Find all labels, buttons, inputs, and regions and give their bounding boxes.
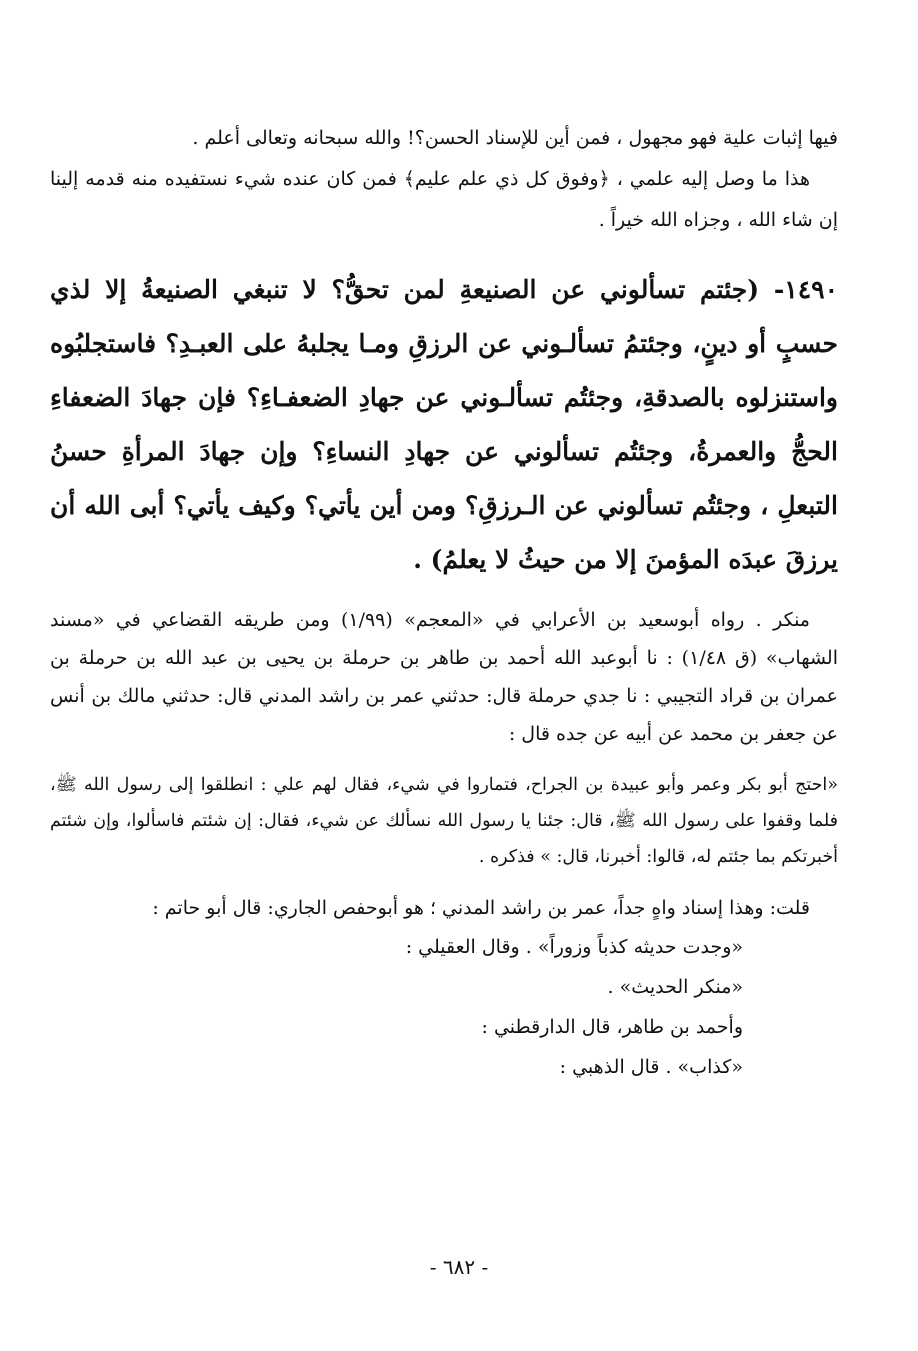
citation-list xyxy=(50,927,743,1087)
hadith-body: (جئتم تسألوني عن الصنيعةِ لمن تحقُّ؟ لا تنبغي الصنيعةُ إلا لذي حسبٍ أو دينٍ، وجئتمُ تسألـوني عن الرزقِ ومـا يجلبهُ على العبـدِ؟ فاستجلبُوه واستنزلوه بالصدقةِ، وجئتُم تسألـوني عن جهادِ الضعفـاءِ؟ فإن جهادَ الضعفاءِ الحجُّ والعمرةُ، وجئتُم تسألوني عن جهادِ النساءِ؟ وإن جهادَ المرأةِ حسنُ التبعلِ ، وجئتُم تسألوني عن الـرزقِ؟ ومن أين يأتي؟ وكيف يأتي؟ أبى الله أن يرزقَ عبدَه المؤمنَ إلا من حيثُ لا يعلمُ) . xyxy=(50,275,839,574)
intro-paragraph xyxy=(50,118,838,241)
page-number: - ٦٨٢ - xyxy=(429,1255,489,1279)
document-page xyxy=(50,118,838,1308)
citation-line-2: «منكر الحديث» . xyxy=(607,976,743,998)
hadith-text xyxy=(50,263,838,587)
hadith-number: ١٤٩٠- xyxy=(759,275,838,304)
citation-line-3: وأحمد بن طاهر، قال الدارقطني : xyxy=(481,1016,743,1038)
author-comment: قلت: وهذا إسناد واهٍ جداً، عمر بن راشد المدني ؛ هو أبوحفص الجاري: قال أبو حاتم : xyxy=(152,897,810,919)
intro-line-1: فيها إثبات علية فهو مجهول ، فمن أين للإسناد الحسن؟! والله سبحانه وتعالى أعلم . xyxy=(192,127,838,149)
narration-paragraph: منكر . رواه أبوسعيد بن الأعرابي في «المعجم» (١/٩٩) ومن طريقه القضاعي في «مسند الشهاب» (ق ١/٤٨) : نا أبوعبد الله أحمد بن طاهر بن حرملة بن يحيى بن عبد الله بن حرملة بن عمران بن قراد التجيبي : نا جدي حرملة قال: حدثني عمر بن راشد المدني قال: حدثني مالك بن أنس عن جعفر بن محمد عن أبيه عن جده قال : xyxy=(50,609,839,745)
intro-line-2: هذا ما وصل إليه علمي ، ﴿وفوق كل ذي علم عليم﴾ فمن كان عنده شيء نستفيده منه قدمه إلينا إن شاء الله ، وجزاه الله خيراً . xyxy=(50,168,838,231)
quoted-report: «احتج أبو بكر وعمر وأبو عبيدة بن الجراح، فتماروا في شيء، فقال لهم علي : انطلقوا إلى رسول الله ﷺ، فلما وقفوا على رسول الله ﷺ، قال: جئنا يا رسول الله نسألك عن شيء، فقال: إن شئتم فاسألوا، وإن شئتم أخبرتكم بما جئتم له، قالوا: أخبرنا، قال: » فذكره . xyxy=(50,775,838,867)
citation-line-4: «كذاب» . قال الذهبي : xyxy=(559,1056,743,1078)
citation-line-1: «وجدت حديثه كذباً وزوراً» . وقال العقيلي : xyxy=(405,936,743,958)
